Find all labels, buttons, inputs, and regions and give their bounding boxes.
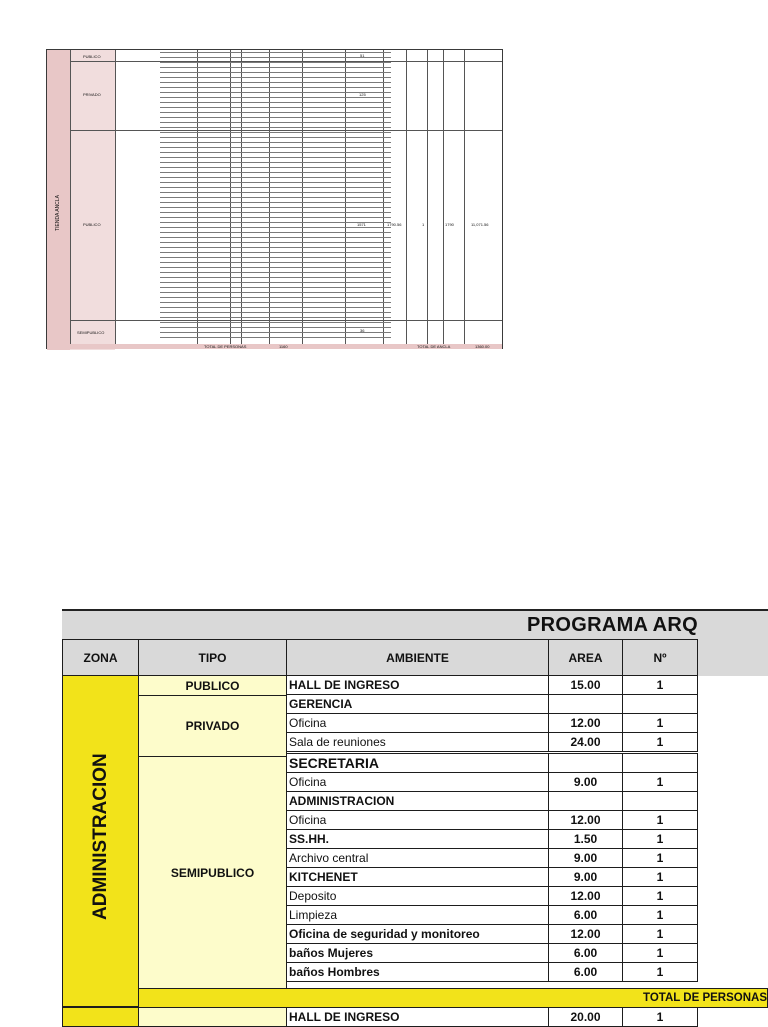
n-cell: 1: [622, 829, 698, 849]
header-n: Nº: [622, 639, 698, 676]
area-cell: 12.00: [548, 924, 623, 944]
n-cell: 1: [622, 772, 698, 792]
mini-footer-personas: TOTAL DE PERSONAS: [204, 344, 247, 349]
mini-table: [46, 49, 503, 349]
ambiente-cell: Archivo central: [286, 848, 549, 868]
area-cell: 9.00: [548, 772, 623, 792]
mini-divider: [406, 50, 407, 348]
mini-divider: [115, 50, 116, 348]
area-cell: 15.00: [548, 675, 623, 695]
mini-tipo-semipublico: SEMIPUBLICO: [77, 330, 105, 335]
zona-label: ADMINISTRACION: [90, 753, 111, 920]
n-cell: 1: [622, 962, 698, 982]
next-area: 20.00: [548, 1007, 623, 1027]
ambiente-cell: Oficina: [286, 713, 549, 733]
area-cell: 9.00: [548, 867, 623, 887]
mini-divider: [443, 50, 444, 348]
n-cell: 1: [622, 943, 698, 963]
area-cell: 12.00: [548, 810, 623, 830]
mini-tipo-publico: PUBLICO: [83, 222, 101, 227]
tipo-publico: PUBLICO: [138, 675, 287, 696]
n-cell: 1: [622, 732, 698, 752]
total-row: [138, 988, 768, 1008]
header-tipo: TIPO: [138, 639, 287, 676]
n-cell: [622, 694, 698, 714]
ambiente-cell: Oficina: [286, 772, 549, 792]
tipo-semipublico: SEMIPUBLICO: [138, 756, 287, 989]
area-cell: 6.00: [548, 905, 623, 925]
mini-divider: [464, 50, 465, 348]
mini-total-m2: 11,071.56: [471, 222, 489, 227]
mini-zone-label: TIENDA ANCLA: [55, 195, 61, 231]
n-cell: 1: [622, 848, 698, 868]
n-cell: [622, 753, 698, 773]
mini-footer-value: 1160: [279, 344, 288, 349]
mini-subtotal: 1571: [357, 222, 366, 227]
n-cell: 1: [622, 810, 698, 830]
next-tipo-cell: [138, 1007, 287, 1027]
n-cell: 1: [622, 713, 698, 733]
ambiente-cell: Oficina: [286, 810, 549, 830]
mini-footer-ancla: TOTAL DE ANCLA: [417, 344, 451, 349]
mini-divider: [70, 50, 71, 348]
area-cell: [548, 753, 623, 773]
mini-group-line: [70, 130, 502, 131]
mini-subtotal: 51: [360, 53, 365, 58]
mini-group-line: [70, 61, 502, 62]
title-band: [62, 609, 768, 639]
n-cell: 1: [622, 924, 698, 944]
mini-row-line: [160, 337, 391, 343]
mini-subtotal: 36: [360, 328, 365, 333]
header-ambiente: AMBIENTE: [286, 639, 549, 676]
n-cell: [622, 791, 698, 811]
next-n: 1: [622, 1007, 698, 1027]
total-label: TOTAL DE PERSONAS: [643, 992, 767, 1004]
mini-divider: [427, 50, 428, 348]
n-cell: 1: [622, 905, 698, 925]
area-cell: 9.00: [548, 848, 623, 868]
ambiente-cell: KITCHENET: [286, 867, 549, 887]
area-cell: 24.00: [548, 732, 623, 752]
mini-subtotal: 125: [359, 92, 366, 97]
next-ambiente: HALL DE INGRESO: [286, 1007, 549, 1027]
ambiente-cell: GERENCIA: [286, 694, 549, 714]
header-zona: ZONA: [62, 639, 139, 676]
tipo-privado: PRIVADO: [138, 695, 287, 757]
area-cell: 12.00: [548, 713, 623, 733]
table-title: PROGRAMA ARQ: [526, 614, 698, 636]
area-cell: 6.00: [548, 962, 623, 982]
mini-group-line: [70, 320, 502, 321]
ambiente-cell: Oficina de seguridad y monitoreo: [286, 924, 549, 944]
header-extension: [698, 639, 768, 676]
ambiente-cell: Sala de reuniones: [286, 732, 549, 752]
mini-tipo-publico-top: PUBLICO: [83, 54, 101, 59]
area-cell: 6.00: [548, 943, 623, 963]
ambiente-cell: Limpieza: [286, 905, 549, 925]
n-cell: 1: [622, 886, 698, 906]
mini-total-n: 1: [422, 222, 425, 227]
ambiente-cell: baños Mujeres: [286, 943, 549, 963]
ambiente-cell: Deposito: [286, 886, 549, 906]
next-zona-cell: [62, 1007, 139, 1027]
mini-tipo-privado: PRIVADO: [83, 92, 101, 97]
ambiente-cell: SECRETARIA: [286, 753, 549, 773]
n-cell: 1: [622, 675, 698, 695]
n-cell: 1: [622, 867, 698, 887]
mini-footer-total: 1360.00: [475, 344, 490, 349]
ambiente-cell: ADMINISTRACION: [286, 791, 549, 811]
ambiente-cell: baños Hombres: [286, 962, 549, 982]
ambiente-cell: SS.HH.: [286, 829, 549, 849]
area-cell: [548, 694, 623, 714]
programa-table: [62, 609, 768, 1024]
ambiente-cell: HALL DE INGRESO: [286, 675, 549, 695]
mini-total-area: 1790.56: [387, 222, 402, 227]
area-cell: [548, 791, 623, 811]
header-area: AREA: [548, 639, 623, 676]
area-cell: 12.00: [548, 886, 623, 906]
mini-total-personas: 1790: [445, 222, 454, 227]
area-cell: 1.50: [548, 829, 623, 849]
